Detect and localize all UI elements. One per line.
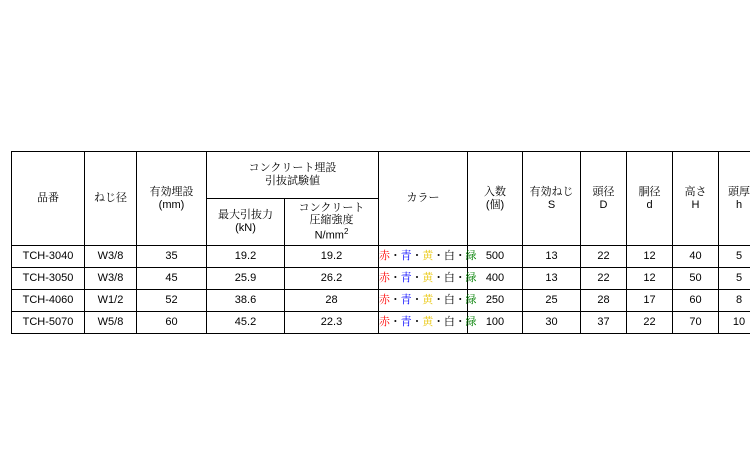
spec-table-container (11, 151, 750, 334)
cell-thread-diameter: W1/2 (85, 290, 137, 312)
header-head-diameter (581, 152, 627, 246)
cell-part-number: TCH-4060 (12, 290, 85, 312)
cell-head-diameter: 22 (581, 268, 627, 290)
cell-max-pullout: 25.9 (207, 268, 285, 290)
header-concrete-group-line1: コンクリート埋設 (248, 162, 337, 175)
header-concrete-group-line2: 引抜試験値 (265, 175, 320, 187)
color-sep-4: ・ (454, 316, 466, 329)
header-concrete-strength-unit-sup: 2 (343, 226, 349, 236)
color-sep-2: ・ (411, 316, 423, 329)
header-concrete-strength-unit (285, 227, 378, 242)
cell-height: 50 (673, 268, 719, 290)
color-sep-3: ・ (433, 250, 444, 263)
cell-quantity: 250 (468, 290, 523, 312)
cell-height: 60 (673, 290, 719, 312)
color-green: 緑 (465, 316, 477, 329)
cell-effective-thread: 30 (523, 312, 581, 334)
table-row (12, 246, 750, 268)
header-head-thickness (719, 152, 750, 246)
header-head-diameter-label: 頭径 (592, 185, 615, 198)
header-max-pullout (207, 199, 285, 246)
header-effective-embedment-label: 有効埋設 (149, 185, 194, 198)
color-blue: 青 (400, 294, 412, 307)
cell-concrete-strength: 22.3 (285, 312, 379, 334)
color-sep-2: ・ (411, 250, 423, 263)
color-sep-1: ・ (389, 272, 401, 285)
table-row (12, 312, 750, 334)
color-sep-4: ・ (454, 294, 466, 307)
cell-color (379, 268, 477, 290)
header-color: カラー (379, 152, 468, 246)
color-sep-4: ・ (454, 272, 466, 285)
color-sep-2: ・ (411, 294, 423, 307)
header-concrete-strength (285, 199, 379, 246)
cell-effective-thread: 25 (523, 290, 581, 312)
cell-thread-diameter: W3/8 (85, 268, 137, 290)
color-sep-3: ・ (433, 316, 444, 329)
header-head-thickness-label: 頭厚 (728, 185, 750, 198)
cell-head-thickness: 5 (719, 246, 750, 268)
cell-body-diameter: 17 (627, 290, 673, 312)
color-sep-2: ・ (411, 272, 423, 285)
header-max-pullout-unit: (kN) (235, 222, 256, 234)
header-concrete-strength-unit-text: N/mm (314, 229, 344, 242)
cell-color (379, 312, 477, 334)
cell-quantity: 100 (468, 312, 523, 334)
header-part-number: 品番 (12, 152, 85, 246)
color-yellow: 黄 (422, 316, 434, 329)
cell-part-number: TCH-3050 (12, 268, 85, 290)
cell-max-pullout: 38.6 (207, 290, 285, 312)
header-effective-thread-label: 有効ねじ (529, 185, 574, 198)
color-sep-3: ・ (433, 294, 444, 307)
color-white: 白 (443, 294, 455, 307)
header-height (673, 152, 719, 246)
header-quantity (468, 152, 523, 246)
cell-effective-thread: 13 (523, 268, 581, 290)
color-sep-1: ・ (389, 316, 401, 329)
cell-body-diameter: 22 (627, 312, 673, 334)
cell-effective-embedment: 35 (137, 246, 207, 268)
cell-head-thickness: 10 (719, 312, 750, 334)
color-sep-3: ・ (433, 272, 444, 285)
cell-body-diameter: 12 (627, 246, 673, 268)
cell-head-thickness: 8 (719, 290, 750, 312)
header-max-pullout-label: 最大引抜力 (218, 209, 273, 222)
header-height-symbol: H (691, 198, 700, 211)
color-green: 緑 (465, 250, 477, 263)
cell-effective-embedment: 45 (137, 268, 207, 290)
cell-head-diameter: 28 (581, 290, 627, 312)
cell-color (379, 246, 477, 268)
cell-quantity: 400 (468, 268, 523, 290)
header-row-top (12, 152, 750, 199)
cell-height: 40 (673, 246, 719, 268)
color-blue: 青 (400, 316, 412, 329)
header-height-label: 高さ (684, 185, 707, 198)
cell-effective-thread: 13 (523, 246, 581, 268)
cell-concrete-strength: 28 (285, 290, 379, 312)
color-blue: 青 (400, 272, 412, 285)
cell-part-number: TCH-3040 (12, 246, 85, 268)
color-yellow: 黄 (422, 250, 434, 263)
header-concrete-strength-line2: 圧縮強度 (309, 214, 354, 227)
cell-body-diameter: 12 (627, 268, 673, 290)
cell-color (379, 290, 477, 312)
header-body-diameter-label: 胴径 (638, 185, 661, 198)
cell-height: 70 (673, 312, 719, 334)
cell-head-thickness: 5 (719, 268, 750, 290)
color-red: 赤 (379, 272, 390, 285)
header-thread-diameter: ねじ径 (85, 152, 137, 246)
color-red: 赤 (379, 250, 390, 263)
color-blue: 青 (400, 250, 412, 263)
header-effective-embedment-unit: (mm) (158, 198, 185, 211)
color-sep-4: ・ (454, 250, 466, 263)
cell-concrete-strength: 26.2 (285, 268, 379, 290)
cell-effective-embedment: 52 (137, 290, 207, 312)
cell-quantity: 500 (468, 246, 523, 268)
color-yellow: 黄 (422, 294, 434, 307)
color-white: 白 (443, 250, 455, 263)
header-effective-thread-symbol: S (547, 198, 556, 211)
table-row (12, 268, 750, 290)
cell-max-pullout: 19.2 (207, 246, 285, 268)
color-white: 白 (443, 316, 455, 329)
cell-effective-embedment: 60 (137, 312, 207, 334)
table-row (12, 290, 750, 312)
cell-max-pullout: 45.2 (207, 312, 285, 334)
table-body (12, 246, 750, 334)
header-effective-thread (523, 152, 581, 246)
header-quantity-label: 入数 (484, 185, 506, 198)
header-head-diameter-symbol: D (599, 198, 608, 211)
color-sep-1: ・ (389, 250, 401, 263)
header-body-diameter (627, 152, 673, 246)
cell-head-diameter: 22 (581, 246, 627, 268)
header-concrete-group (207, 152, 379, 199)
spec-table (11, 151, 750, 334)
cell-thread-diameter: W3/8 (85, 246, 137, 268)
color-red: 赤 (379, 294, 390, 307)
header-concrete-strength-line1: コンクリート (298, 201, 365, 214)
table-header (12, 152, 750, 246)
header-quantity-unit: (個) (485, 198, 505, 211)
color-white: 白 (443, 272, 455, 285)
header-effective-embedment (137, 152, 207, 246)
color-green: 緑 (465, 294, 477, 307)
cell-thread-diameter: W5/8 (85, 312, 137, 334)
color-green: 緑 (465, 272, 477, 285)
header-body-diameter-symbol: d (646, 198, 653, 211)
color-sep-1: ・ (389, 294, 401, 307)
cell-part-number: TCH-5070 (12, 312, 85, 334)
color-red: 赤 (379, 316, 390, 329)
cell-concrete-strength: 19.2 (285, 246, 379, 268)
color-yellow: 黄 (422, 272, 434, 285)
header-head-thickness-symbol: h (735, 198, 743, 211)
cell-head-diameter: 37 (581, 312, 627, 334)
